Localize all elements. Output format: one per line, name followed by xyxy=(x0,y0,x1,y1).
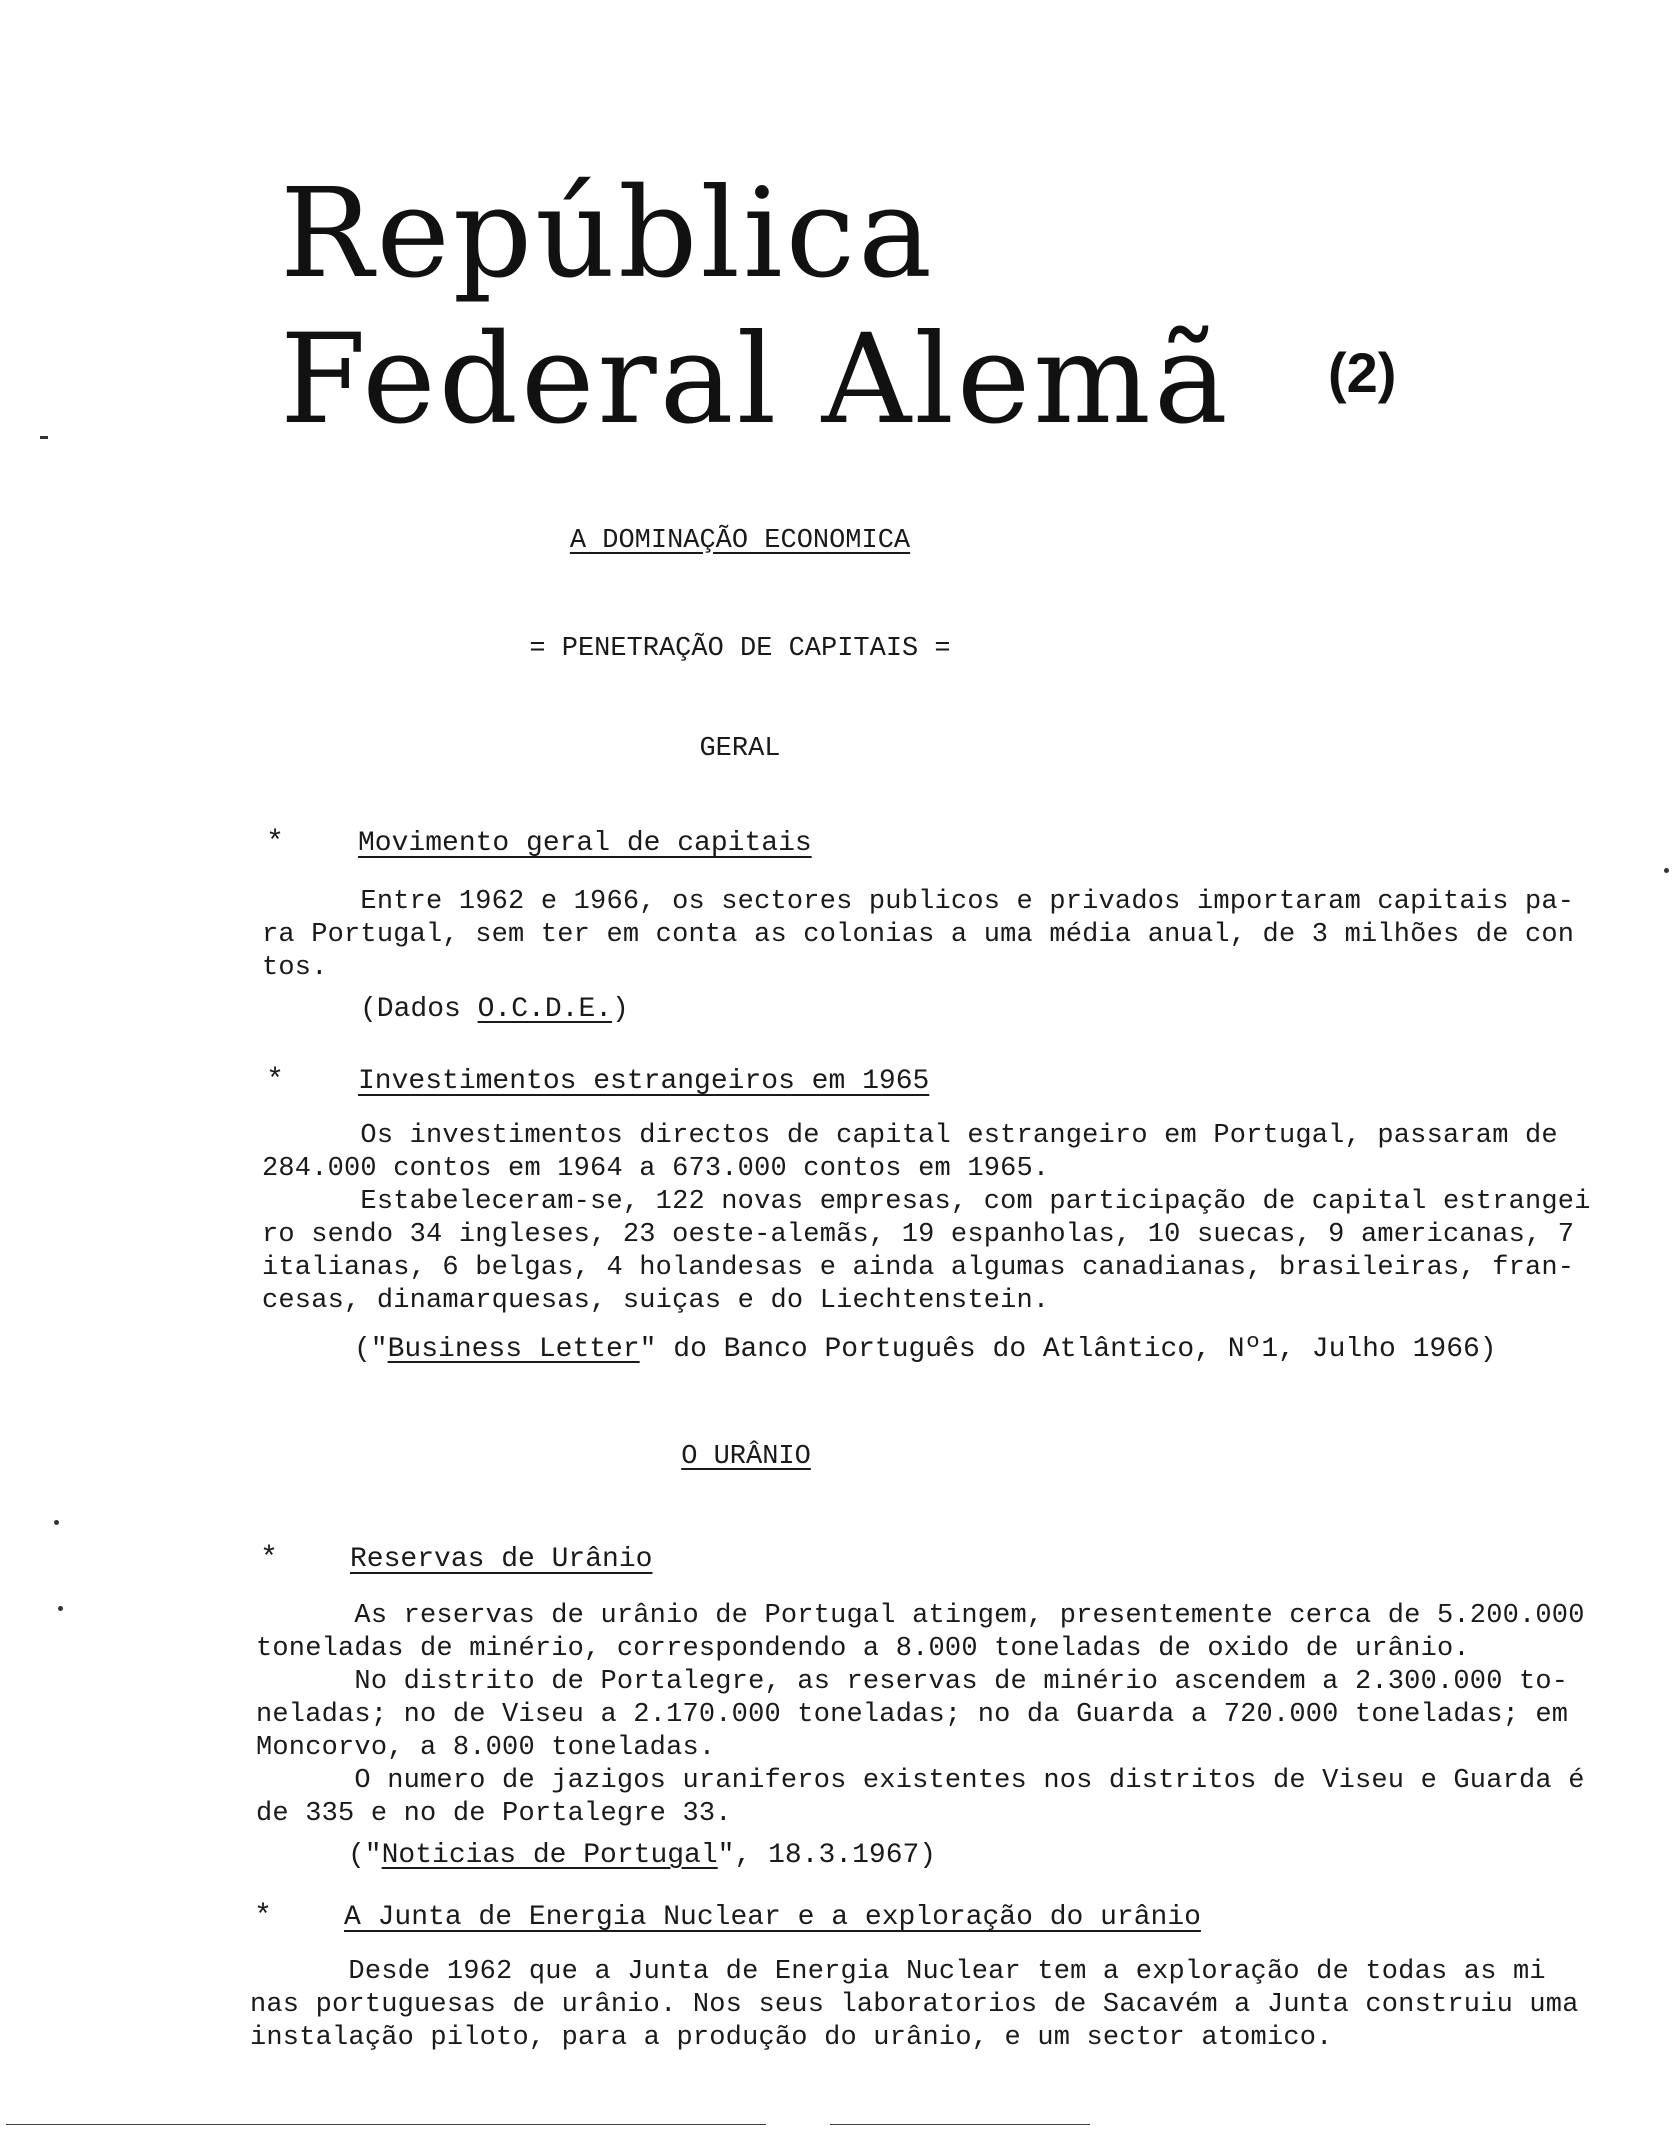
bullet-marker: * xyxy=(254,1900,273,1934)
source-prefix: (Dados xyxy=(360,994,478,1025)
source-title: Business Letter xyxy=(387,1334,640,1365)
source-title: Noticias de Portugal xyxy=(381,1840,718,1871)
bottom-rule xyxy=(6,2124,766,2125)
part-label-geral: GERAL xyxy=(699,734,781,764)
bullet-marker: * xyxy=(260,1542,279,1576)
subheading: = PENETRAÇÃO DE CAPITAIS = xyxy=(529,634,951,664)
title-page-note: (2) xyxy=(1328,341,1397,404)
item-source-investimentos xyxy=(354,1334,1497,1365)
margin-mark xyxy=(58,1606,63,1611)
source-prefix: (" xyxy=(354,1334,388,1365)
title-line-1: República xyxy=(280,162,936,306)
bullet-marker: * xyxy=(266,826,285,860)
margin-mark xyxy=(40,436,48,439)
source-prefix: (" xyxy=(348,1840,382,1871)
item-paragraph-junta: Desde 1962 que a Junta de Energia Nuclear tem a exploração de todas as mi nas portuguesas de urânio. Nos seus laboratorios de Sacavém a Junta construiu uma instalação piloto, para a produção do urânio, e um sector atomico. xyxy=(250,1957,1579,2053)
title-line-2: Federal Alemã xyxy=(280,308,1231,452)
item-paragraph-investimentos: Os investimentos directos de capital estrangeiro em Portugal, passaram de 284.000 contos em 1964 a 673.000 contos em 1965. Estabeleceram-se, 122 novas empresas, com participação de capital estrangei ro sendo 34 ingleses, 23 oeste-alemãs, 19 espanholas, 10 suecas, 9 americanas, 7 italianas, 6 belgas, 4 holandesas e ainda algumas canadianas, brasileiras, fran- cesas, dinamarquesas, suiças e do Liechtenstein. xyxy=(262,1121,1591,1316)
item-heading-movimento: Movimento geral de capitais xyxy=(358,828,812,859)
margin-mark xyxy=(1664,868,1669,873)
item-paragraph-movimento: Entre 1962 e 1966, os sectores publicos e privados importaram capitais pa- ra Portugal, sem ter em conta as colonias a uma média anual, de 3 milhões de con tos. xyxy=(262,887,1575,983)
source-suffix: ) xyxy=(612,994,629,1025)
bullet-marker: * xyxy=(266,1064,285,1098)
item-heading-junta: A Junta de Energia Nuclear e a exploração do urânio xyxy=(344,1902,1201,1933)
source-title: O.C.D.E. xyxy=(477,994,613,1025)
bottom-rule xyxy=(830,2124,1090,2125)
part-label-uranio: O URÂNIO xyxy=(681,1442,811,1472)
item-source-reservas xyxy=(348,1840,936,1871)
source-suffix: ", 18.3.1967) xyxy=(717,1840,937,1871)
item-heading-reservas: Reservas de Urânio xyxy=(350,1544,653,1575)
item-source-movimento xyxy=(360,994,629,1025)
item-heading-investimentos: Investimentos estrangeiros em 1965 xyxy=(358,1066,930,1097)
source-suffix: " do Banco Português do Atlântico, Nº1, Julho 1966) xyxy=(639,1334,1497,1365)
section-heading: A DOMINAÇÃO ECONOMICA xyxy=(569,526,911,556)
item-paragraph-reservas: As reservas de urânio de Portugal atingem, presentemente cerca de 5.200.000 toneladas de minério, correspondendo a 8.000 toneladas de oxido de urânio. No distrito de Portalegre, as reservas de minério ascendem a 2.300.000 to- neladas; no de Viseu a 2.170.000 toneladas; no da Guarda a 720.000 toneladas; em Moncorvo, a 8.000 toneladas. O numero de jazigos uraniferos existentes nos distritos de Viseu e Guarda é de 335 e no de Portalegre 33. xyxy=(256,1601,1585,1829)
margin-mark xyxy=(54,1520,59,1525)
